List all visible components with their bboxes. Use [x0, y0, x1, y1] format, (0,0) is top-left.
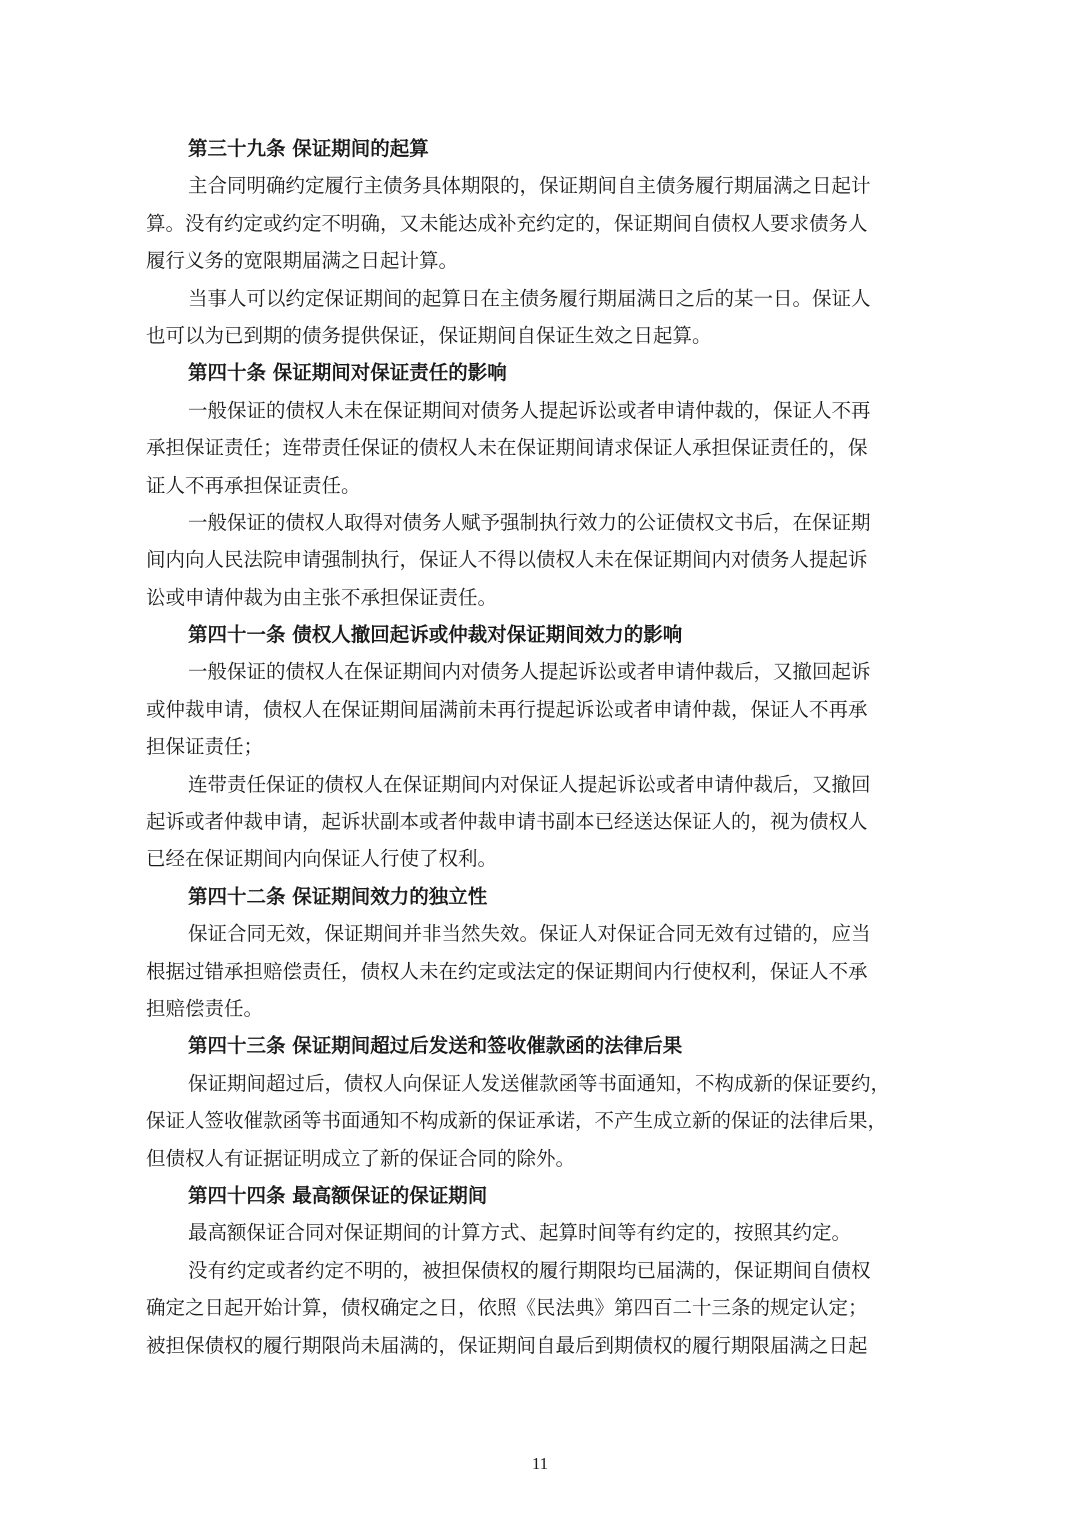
paragraph — [146, 392, 950, 504]
text-line: 被担保债权的履行期限尚未届满的，保证期间自最后到期债权的履行期限届满之日起 — [146, 1333, 868, 1357]
article-42 — [146, 878, 950, 1028]
text-line: 一般保证的债权人在保证期间内对债务人提起诉讼或者申请仲裁后，又撤回起诉 — [188, 660, 871, 684]
text-line: 连带责任保证的债权人在保证期间内对保证人提起诉讼或者申请仲裁后，又撤回 — [188, 772, 871, 796]
article-heading: 第四十条 保证期间对保证责任的影响 — [188, 361, 507, 385]
article-heading: 第三十九条 保证期间的起算 — [188, 137, 429, 160]
text-line: 担赔偿责任。 — [146, 996, 264, 1020]
article-39 — [146, 130, 950, 354]
paragraph — [146, 1065, 950, 1177]
text-line: 保证人签收催款函等书面通知不构成新的保证承诺，不产生成立新的保证的法律后果， — [146, 1109, 888, 1133]
text-line: 或仲裁申请，债权人在保证期间届满前未再行提起诉讼或者申请仲裁，保证人不再承 — [146, 697, 868, 721]
text-line: 一般保证的债权人取得对债务人赋予强制执行效力的公证债权文书后，在保证期 — [188, 510, 871, 534]
article-heading: 第四十四条 最高额保证的保证期间 — [188, 1183, 488, 1207]
paragraph — [146, 1252, 950, 1364]
text-line: 已经在保证期间内向保证人行使了权利。 — [146, 847, 498, 871]
text-line: 保证合同无效，保证期间并非当然失效。保证人对保证合同无效有过错的，应当 — [188, 922, 871, 946]
text-line: 保证期间超过后，债权人向保证人发送催款函等书面通知，不构成新的保证要约， — [188, 1071, 891, 1095]
text-line: 没有约定或者约定不明的，被担保债权的履行期限均已届满的，保证期间自债权 — [188, 1258, 871, 1282]
text-line: 算。没有约定或约定不明确，又未能达成补充约定的，保证期间自债权人要求债务人 — [146, 211, 868, 235]
paragraph — [146, 1214, 950, 1251]
article-43 — [146, 1027, 950, 1177]
article-44 — [146, 1177, 950, 1364]
text-line: 承担保证责任；连带责任保证的债权人未在保证期间请求保证人承担保证责任的，保 — [146, 436, 868, 460]
page-number: 11 — [531, 1454, 549, 1473]
paragraph — [146, 653, 950, 765]
text-line: 证人不再承担保证责任。 — [146, 473, 361, 497]
text-line: 起诉或者仲裁申请，起诉状副本或者仲裁申请书副本已经送达保证人的，视为债权人 — [146, 810, 868, 834]
article-heading: 第四十二条 保证期间效力的独立性 — [188, 884, 488, 908]
text-line: 间内向人民法院申请强制执行，保证人不得以债权人未在保证期间内对债务人提起诉 — [146, 548, 868, 572]
paragraph — [146, 167, 950, 279]
paragraph — [146, 504, 950, 616]
article-41 — [146, 616, 950, 878]
paragraph — [146, 280, 950, 355]
text-line: 担保证责任； — [146, 735, 264, 759]
paragraph — [146, 766, 950, 878]
text-line: 当事人可以约定保证期间的起算日在主债务履行期届满日之后的某一日。保证人 — [188, 286, 871, 310]
text-line: 根据过错承担赔偿责任，债权人未在约定或法定的保证期间内行使权利，保证人不承 — [146, 959, 868, 983]
text-line: 履行义务的宽限期届满之日起计算。 — [146, 249, 459, 273]
article-40 — [146, 354, 950, 616]
text-line: 也可以为已到期的债务提供保证，保证期间自保证生效之日起算。 — [146, 323, 712, 347]
article-heading: 第四十一条 债权人撤回起诉或仲裁对保证期间效力的影响 — [188, 623, 683, 647]
document-page — [146, 130, 950, 1364]
text-line: 讼或申请仲裁为由主张不承担保证责任。 — [146, 585, 498, 609]
paragraph — [146, 915, 950, 1027]
text-line: 确定之日起开始计算，债权确定之日，依照《民法典》第四百二十三条的规定认定； — [146, 1296, 868, 1320]
text-line: 但债权人有证据证明成立了新的保证合同的除外。 — [146, 1146, 576, 1170]
text-line: 一般保证的债权人未在保证期间对债务人提起诉讼或者申请仲裁的，保证人不再 — [188, 398, 871, 422]
text-line: 主合同明确约定履行主债务具体期限的，保证期间自主债务履行期届满之日起计 — [188, 174, 871, 198]
text-line: 最高额保证合同对保证期间的计算方式、起算时间等有约定的，按照其约定。 — [188, 1221, 852, 1245]
article-heading: 第四十三条 保证期间超过后发送和签收催款函的法律后果 — [188, 1034, 683, 1058]
